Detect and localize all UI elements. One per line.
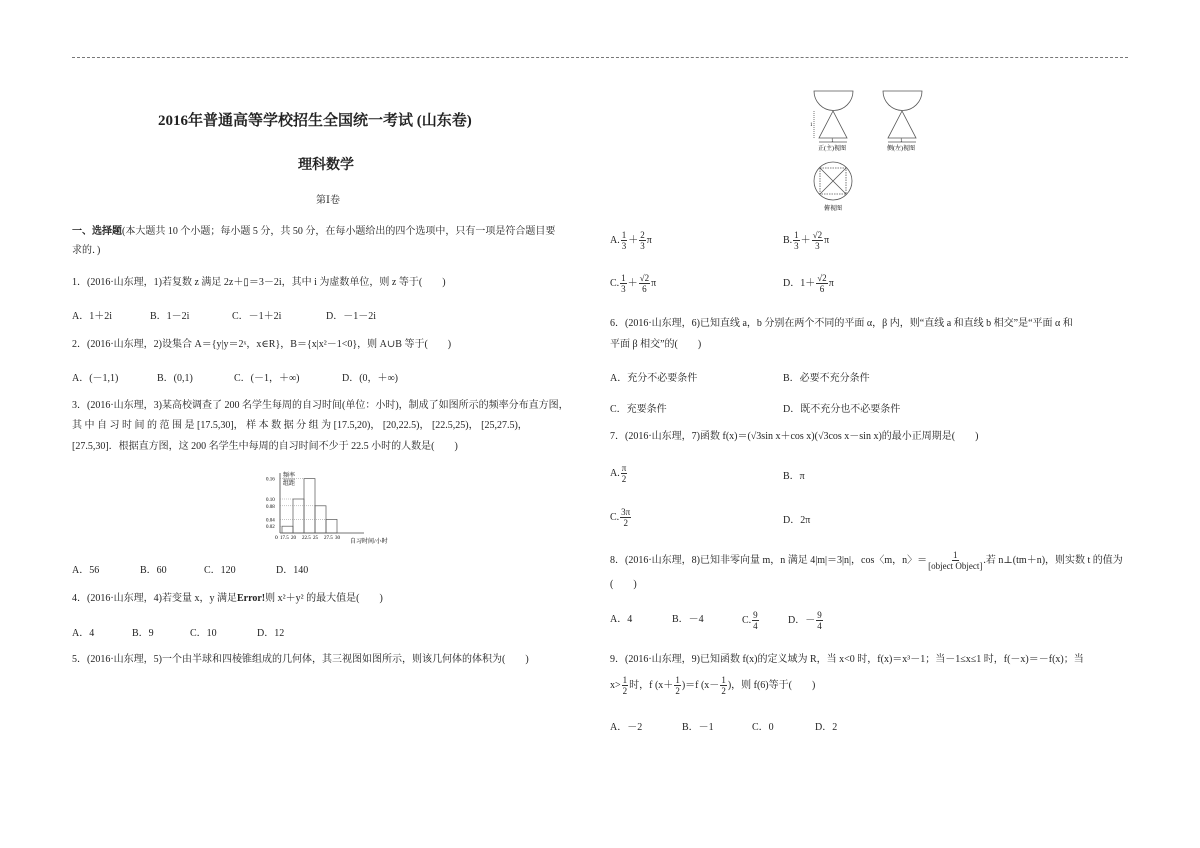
histogram-bar	[293, 499, 304, 533]
pi: π	[828, 277, 834, 289]
section-heading	[72, 226, 555, 238]
num: √2	[639, 273, 650, 283]
q7-option-b[interactable]: B．π	[783, 471, 805, 482]
origin-label: 0	[275, 535, 278, 541]
fraction	[620, 273, 627, 294]
q3-option-d[interactable]: D．140	[276, 565, 309, 576]
three-view-figure	[800, 80, 970, 220]
y-tick-label: 0.04	[266, 518, 275, 524]
question-3-line-3: [27.5,30]．根据直方图，这 200 名学生中每周的自习时间不少于 22.5 小时的人数是( )	[72, 441, 458, 452]
den: 2	[621, 474, 627, 484]
den: 3	[815, 241, 820, 251]
q4-error-text: Error!	[237, 593, 266, 604]
num: 9	[817, 610, 822, 620]
q3-option-a[interactable]: A．56	[72, 565, 100, 576]
q4-option-b[interactable]: B．9	[132, 628, 154, 639]
top-view-label: 俯视图	[824, 206, 843, 212]
q9-text: )＝f (x－	[681, 679, 720, 691]
num: 1	[621, 230, 627, 240]
num: 1	[953, 550, 958, 560]
q7-option-d[interactable]: D．2π	[783, 515, 811, 526]
x-tick-label: 22.5	[302, 536, 311, 541]
q8-option-c[interactable]	[742, 610, 760, 631]
q9-option-b[interactable]: B．－1	[682, 722, 714, 733]
den: 4	[753, 621, 758, 631]
q9-option-a[interactable]: A．－2	[610, 722, 643, 733]
den: 2	[721, 686, 726, 696]
side-view-hemisphere	[883, 91, 922, 111]
histogram-bar	[326, 519, 337, 533]
question-9-line-1: 9．(2016·山东理，9)已知函数 f(x)的定义域为 R，当 x<0 时，f(x)＝x³－1；当－1≤x≤1 时，f(－x)＝－f(x)；当	[610, 654, 1084, 665]
front-view-pyramid	[819, 111, 847, 138]
side-width-label: 1	[900, 139, 903, 144]
front-view-hemisphere	[814, 91, 853, 111]
q5-option-a[interactable]	[610, 230, 652, 251]
question-6-line-2: 平面 β 相交”的( )	[610, 339, 702, 350]
y-label-bottom: 组距	[283, 481, 296, 487]
fraction	[621, 463, 628, 484]
section-desc-cont: 求的．)	[72, 245, 101, 256]
y-tick-label: 0.10	[266, 498, 275, 503]
num: 9	[753, 610, 758, 620]
x-tick-label: 30	[335, 536, 340, 541]
num: π	[621, 463, 627, 473]
den: 6	[819, 284, 825, 294]
q8-text-cont: .若 n⊥(tm＋n)，则实数 t 的值为	[983, 554, 1123, 566]
label: D．1＋	[783, 277, 816, 289]
question-3-line-2: 其 中 自 习 时 间 的 范 围 是 [17.5,30]， 样 本 数 据 分 组 为 [17.5,20)， [20,22.5)， [22.5,25)， [25,27.5)，	[72, 420, 528, 431]
num: 1	[794, 230, 799, 240]
fraction	[816, 273, 827, 294]
q9-option-c[interactable]: C．0	[752, 722, 774, 733]
op: ＋	[628, 234, 639, 246]
x-label: 自习时间/小时	[350, 539, 388, 545]
q1-option-d[interactable]: D．－1－2i	[326, 311, 376, 322]
q1-option-b[interactable]: B．1－2i	[150, 311, 190, 322]
side-view-label: 侧(左)视图	[887, 146, 915, 152]
label: A.	[610, 467, 620, 479]
label: C.	[610, 511, 620, 523]
pi: π	[651, 277, 657, 289]
den: [object Object]	[928, 561, 983, 571]
den: 6	[642, 284, 647, 294]
question-8-line-2: ( )	[610, 579, 637, 590]
q2-option-d[interactable]: D．(0，＋∞)	[342, 373, 399, 384]
histogram-bar	[304, 479, 315, 533]
q3-option-c[interactable]: C．120	[204, 565, 236, 576]
num: 1	[721, 675, 726, 685]
num: 1	[675, 675, 680, 685]
q4-option-a[interactable]: A．4	[72, 628, 95, 639]
x-tick-label: 27.5	[324, 536, 333, 541]
q6-option-c[interactable]: C．充要条件	[610, 404, 667, 415]
question-5: 5．(2016·山东理，5)一个由半球和四棱锥组成的几何体，其三视图如图所示，则该几何体的体积为( )	[72, 654, 529, 665]
question-6-line-1: 6．(2016·山东理，6)已知直线 a，b 分别在两个不同的平面 α，β 内，则“直线 a 和直线 b 相交”是“平面 α 和	[610, 318, 1073, 329]
fraction	[928, 550, 982, 571]
fraction	[639, 230, 646, 251]
y-tick-label: 0.16	[266, 477, 275, 483]
q2-option-c[interactable]: C．(－1，＋∞)	[234, 373, 300, 384]
top-divider	[72, 57, 1128, 58]
pi: π	[646, 234, 652, 246]
frequency-histogram	[240, 465, 410, 550]
q4-option-d[interactable]: D．12	[257, 628, 285, 639]
subject-title: 理科数学	[298, 158, 354, 173]
exam-title: 2016年普通高等学校招生全国统一考试 (山东卷)	[158, 113, 472, 129]
q8-option-a[interactable]: A．4	[610, 614, 633, 625]
q6-option-d[interactable]: D．既不充分也不必要条件	[783, 404, 901, 415]
y-tick-label: 0.08	[266, 504, 275, 510]
q2-option-a[interactable]: A．(－1,1)	[72, 373, 119, 384]
den: 3	[794, 241, 799, 251]
num: 3π	[621, 507, 631, 517]
question-9-line-2	[610, 675, 815, 696]
front-view-label: 正(主)视图	[818, 146, 846, 152]
q1-option-c[interactable]: C．－1＋2i	[232, 311, 282, 322]
q8-text: 8．(2016·山东理，8)已知非零向量 m，n 满足 4|m|＝3|n|，cos〈m，n〉＝	[610, 554, 928, 566]
fraction	[639, 273, 650, 294]
q5-option-b[interactable]	[783, 230, 829, 251]
q8-option-d[interactable]	[788, 610, 824, 631]
q9-option-d[interactable]: D．2	[815, 722, 838, 733]
label: A.	[610, 234, 620, 246]
num: 1	[622, 675, 628, 685]
side-view-pyramid	[888, 111, 916, 138]
fraction	[812, 230, 823, 251]
num: √2	[817, 273, 827, 283]
q4-text-cont: 则 x²＋y² 的最大值是( )	[265, 593, 383, 604]
top-view-diagonals	[820, 168, 846, 194]
q7-option-a[interactable]	[610, 463, 628, 484]
pi: π	[824, 234, 830, 246]
front-width-label: 1	[831, 139, 834, 144]
fraction	[620, 507, 631, 528]
y-tick-label: 0.02	[266, 525, 275, 531]
question-3-line-1: 3．(2016·山东理，3)某高校调查了 200 名学生每周的自习时间(单位：小时)，制成了如图所示的频率分布直方图，	[72, 400, 569, 411]
den: 3	[640, 241, 645, 251]
x-tick-label: 25	[313, 536, 318, 541]
q3-option-b[interactable]: B．60	[140, 565, 167, 576]
height-label: 1	[810, 123, 813, 128]
den: 2	[623, 518, 628, 528]
label: B.	[783, 234, 793, 246]
fraction	[621, 230, 628, 251]
fraction	[720, 675, 727, 696]
num: 1	[621, 273, 626, 283]
question-2: 2．(2016·山东理，2)设集合 A＝{y|y＝2ˣ，x∈R}，B＝{x|x²－1<0}，则 A∪B 等于( )	[72, 339, 452, 350]
volume-label: 第Ⅰ卷	[316, 195, 340, 206]
q6-option-b[interactable]: B．必要不充分条件	[783, 373, 870, 384]
histogram-bar	[282, 526, 293, 533]
q1-option-a[interactable]: A．1＋2i	[72, 311, 112, 322]
fraction	[674, 675, 681, 696]
fraction	[816, 610, 823, 631]
q4-option-c[interactable]: C．10	[190, 628, 217, 639]
den: 2	[675, 686, 680, 696]
den: 3	[621, 284, 626, 294]
q4-text: 4．(2016·山东理，4)若变量 x，y 满足	[72, 593, 237, 604]
y-label-top: 频率	[283, 473, 296, 479]
q6-option-a[interactable]: A．充分不必要条件	[610, 373, 698, 384]
label: C.	[742, 614, 752, 626]
op: ＋	[627, 277, 638, 289]
question-8	[610, 550, 1123, 571]
q8-option-b[interactable]: B．－4	[672, 614, 704, 625]
q7-option-c[interactable]	[610, 507, 632, 528]
label: D．－	[788, 614, 816, 626]
q5-option-c[interactable]	[610, 273, 656, 294]
den: 2	[622, 686, 628, 696]
den: 4	[817, 621, 822, 631]
question-7: 7．(2016·山东理，7)函数 f(x)＝(√3sin x＋cos x)(√3cos x－sin x)的最小正周期是( )	[610, 431, 979, 442]
label: C.	[610, 277, 620, 289]
question-1: 1．(2016·山东理，1)若复数 z 满足 2z＋▯＝3－2i，其中 i 为虚数单位，则 z 等于( )	[72, 277, 446, 288]
q9-text: 时，f (x＋	[629, 679, 674, 691]
fraction	[752, 610, 759, 631]
x-tick-label: 20	[291, 536, 296, 541]
q5-option-d[interactable]	[783, 273, 834, 294]
section-desc: (本大题共 10 个小题；每小题 5 分，共 50 分，在每小题给出的四个选项中，只有一项是符合题目要	[122, 226, 556, 237]
q2-option-b[interactable]: B．(0,1)	[157, 373, 193, 384]
q9-text: )，则 f(6)等于( )	[727, 679, 816, 691]
section-title: 一、选择题	[72, 226, 122, 237]
num: 2	[640, 230, 645, 240]
fraction	[622, 675, 629, 696]
question-4	[72, 593, 383, 605]
num: √2	[812, 230, 823, 240]
den: 3	[621, 241, 627, 251]
q9-text: x>	[610, 679, 621, 691]
op: ＋	[800, 234, 811, 246]
fraction	[793, 230, 800, 251]
x-tick-label: 17.5	[280, 536, 289, 541]
